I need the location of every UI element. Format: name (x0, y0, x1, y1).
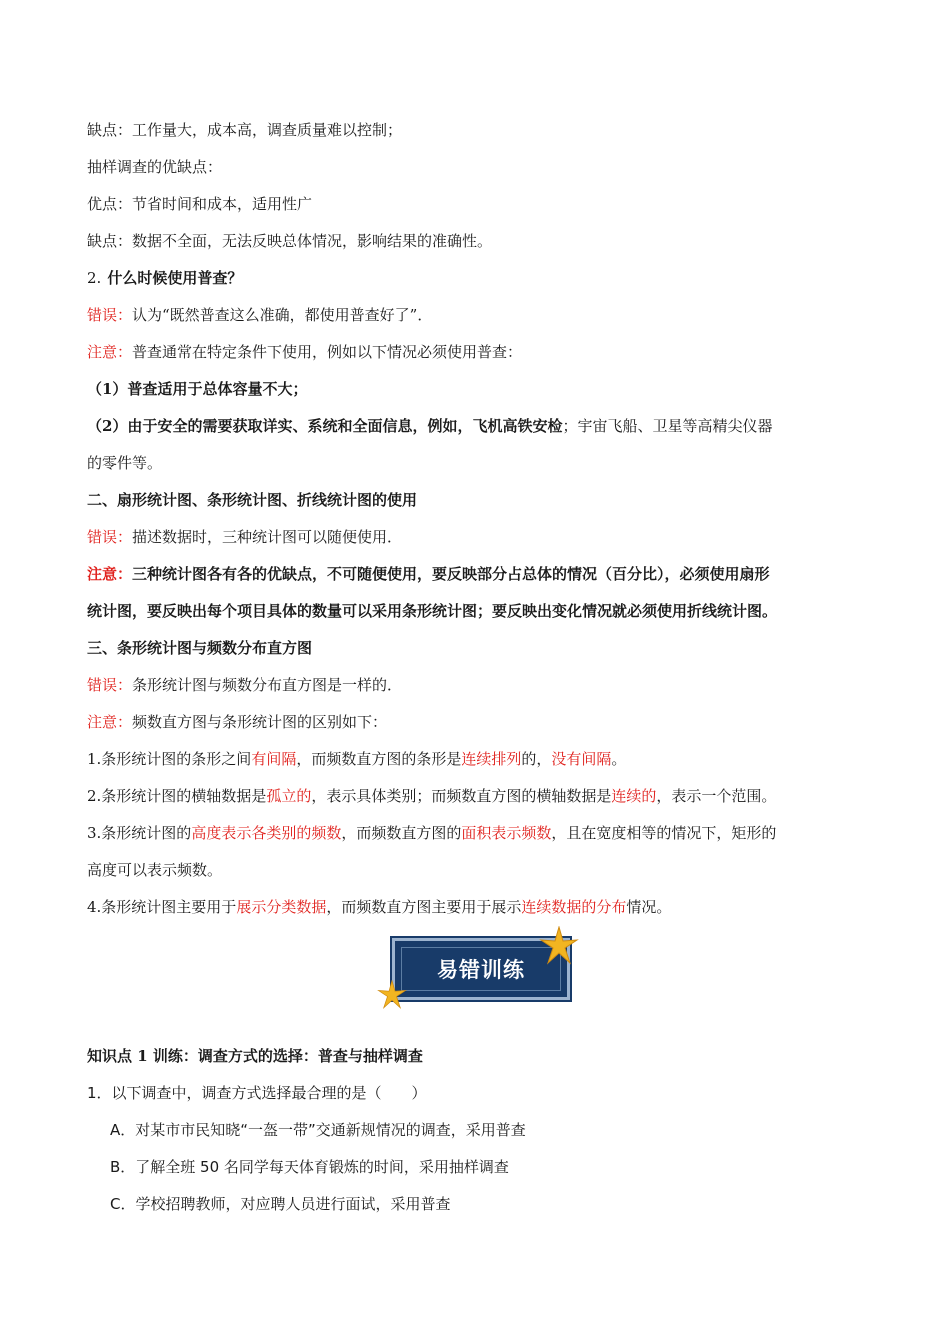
note-text: 普查通常在特定条件下使用，例如以下情况必须使用普查： (132, 343, 523, 361)
text-line (87, 186, 863, 223)
highlight: 连续排列 (461, 750, 522, 768)
label: 缺点： (87, 232, 133, 250)
highlight: 没有间隔 (551, 750, 612, 768)
text-line: 的零件等。 (87, 454, 163, 472)
section-heading: 三、条形统计图与频数分布直方图 (87, 639, 313, 657)
text: ；宇宙飞船、卫星等高精尖仪器 (562, 417, 773, 435)
point-2 (87, 778, 863, 815)
highlight: 有间隔 (251, 750, 297, 768)
point-1 (87, 741, 863, 778)
highlight: 连续数据的分布 (521, 898, 627, 916)
note-line (87, 556, 863, 593)
banner-title: 易错训练 (437, 958, 525, 982)
star-icon (377, 980, 407, 1010)
text: ，表示一个范围。 (656, 787, 777, 805)
error-label: 错误： (87, 306, 133, 324)
document-page (87, 112, 863, 1223)
question: 1．以下调查中，调查方式选择最合理的是（ ） (87, 1084, 427, 1102)
text: 的， (521, 750, 552, 768)
option-a[interactable]: A．对某市市民知晓“一盔一带”交通新规情况的调查，采用普查 (110, 1121, 526, 1139)
text-line: 统计图，要反映出每个项目具体的数量可以采用条形统计图；要反映出变化情况就必须使用折线统计图。 (87, 602, 778, 620)
text: ，且在宽度相等的情况下，矩形的 (551, 824, 777, 842)
note-text: 三种统计图各有各的优缺点，不可随便使用，要反映部分占总体的情况（百分比），必须使用扇形 (132, 565, 770, 583)
error-line (87, 519, 863, 556)
error-label: 错误： (87, 676, 133, 694)
bold-text: （2）由于安全的需要获取详实、系统和全面信息，例如，飞机高铁安检 (87, 417, 563, 435)
section-banner (87, 926, 863, 1026)
item-number: 2. (87, 269, 102, 287)
note-text: 频数直方图与条形统计图的区别如下： (132, 713, 388, 731)
note-label: 注意： (87, 343, 133, 361)
text-line: （1）普查适用于总体容量不大； (87, 380, 308, 398)
text: 。 (611, 750, 627, 768)
note-label: 注意： (87, 565, 133, 583)
star-icon (539, 926, 579, 966)
note-label: 注意： (87, 713, 133, 731)
text-line: 抽样调查的优缺点： (87, 158, 223, 176)
highlight: 连续的 (611, 787, 657, 805)
text: ，而频数直方图的条形是 (296, 750, 462, 768)
point-4 (87, 889, 863, 926)
error-text: 条形统计图与频数分布直方图是一样的． (132, 676, 403, 694)
option-c[interactable]: C．学校招聘教师，对应聘人员进行面试，采用普查 (110, 1195, 451, 1213)
error-text: 认为“既然普查这么准确，都使用普查好了”． (132, 306, 433, 324)
text-line (87, 408, 863, 445)
error-text: 描述数据时，三种统计图可以随便使用． (132, 528, 403, 546)
text: 工作量大，成本高，调查质量难以控制； (132, 121, 403, 139)
subheading (87, 260, 863, 297)
note-line (87, 334, 863, 371)
note-line (87, 704, 863, 741)
text: 2.条形统计图的横轴数据是 (87, 787, 267, 805)
text: ，表示具体类别；而频数直方图的横轴数据是 (311, 787, 612, 805)
text: ，而频数直方图主要用于展示 (326, 898, 522, 916)
text: 1.条形统计图的条形之间 (87, 750, 252, 768)
text-line (87, 223, 863, 260)
text: 数据不全面，无法反映总体情况，影响结果的准确性。 (132, 232, 493, 250)
error-label: 错误： (87, 528, 133, 546)
text: 3.条形统计图的 (87, 824, 192, 842)
subheading-text: 什么时候使用普查？ (107, 269, 243, 287)
point-3 (87, 815, 863, 852)
error-line (87, 297, 863, 334)
label: 缺点： (87, 121, 133, 139)
error-line (87, 667, 863, 704)
highlight: 孤立的 (266, 787, 312, 805)
text: 情况。 (626, 898, 672, 916)
text: 节省时间和成本，适用性广 (132, 195, 313, 213)
exercise-heading: 知识点 1 训练：调查方式的选择：普查与抽样调查 (87, 1047, 423, 1065)
text: 4.条形统计图主要用于 (87, 898, 237, 916)
highlight: 高度表示各类别的频数 (191, 824, 342, 842)
label: 优点： (87, 195, 133, 213)
option-b[interactable]: B．了解全班 50 名同学每天体育锻炼的时间，采用抽样调查 (110, 1158, 509, 1176)
highlight: 展示分类数据 (236, 898, 327, 916)
text-line (87, 112, 863, 149)
text: ，而频数直方图的 (341, 824, 462, 842)
section-heading: 二、扇形统计图、条形统计图、折线统计图的使用 (87, 491, 418, 509)
point-3-cont: 高度可以表示频数。 (87, 861, 223, 879)
highlight: 面积表示频数 (461, 824, 552, 842)
